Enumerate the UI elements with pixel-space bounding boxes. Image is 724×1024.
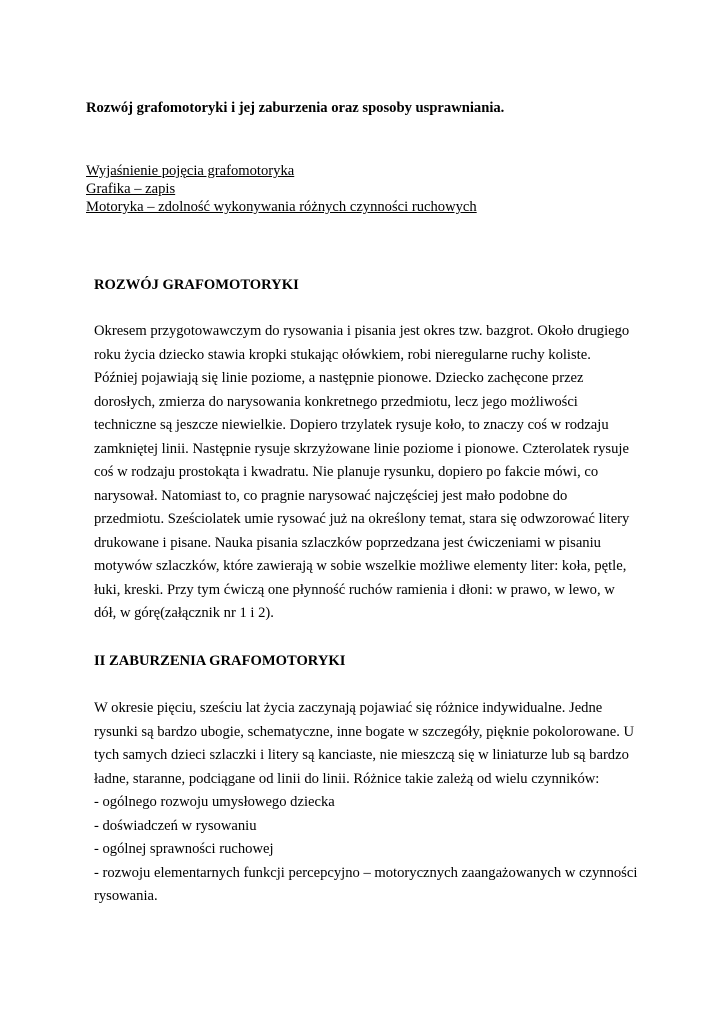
text-line: motywów szlaczków, które zawierają w sobie wszelkie możliwe elementy liter: koła, pętle,	[94, 558, 627, 574]
text-line: coś w rodzaju prostokąta i kwadratu. Nie planuje rysunku, dopiero po fakcie mówi, co	[94, 464, 599, 480]
section-heading-disorders: II ZABURZENIA GRAFOMOTORYKI	[94, 653, 346, 669]
text-line: łuki, kreski. Przy tym ćwiczą one płynność ruchów ramienia i dłoni: w prawo, w lewo, w	[94, 581, 615, 598]
text-line: dorosłych, zmierza do narysowania konkretnego przedmiotu, lecz jego możliwości	[94, 393, 578, 410]
text-line: drukowane i pisane. Nauka pisania szlaczków poprzedzana jest ćwiczeniami w pisaniu	[94, 534, 601, 551]
text-line: tych samych dzieci szlaczki i litery są kanciaste, nie mieszczą się w liniaturze lub są bardzo	[94, 747, 629, 763]
section-paragraph-development	[94, 320, 629, 626]
text-line: dół, w górę(załącznik nr 1 i 2).	[94, 605, 274, 621]
definitions-block	[86, 162, 477, 216]
list-item: - doświadczeń w rysowaniu	[94, 817, 257, 834]
text-line: Później pojawiają się linie poziome, a następnie pionowe. Dziecko zachęcone przez	[94, 370, 584, 386]
text-line: techniczne są jeszcze niewielkie. Dopiero trzylatek rysuje koło, to znaczy coś w rodzaju	[94, 417, 609, 433]
text-line: rysowania.	[94, 888, 158, 904]
section-paragraph-disorders	[94, 697, 637, 909]
text-line: ładne, staranne, podciągane od linii do linii. Różnice takie zależą od wielu czynników:	[94, 770, 600, 787]
definition-line: Grafika – zapis	[86, 181, 176, 197]
text-line: zamkniętej linii. Następnie rysuje skrzyżowane linie poziome i pionowe. Czterolatek rysuje	[94, 440, 629, 457]
text-line: narysował. Natomiast to, co pragnie narysować najczęściej jest mało podobne do	[94, 487, 568, 504]
definition-line: Motoryka – zdolność wykonywania różnych czynności ruchowych	[86, 199, 477, 215]
document-title: Rozwój grafomotoryki i jej zaburzenia oraz sposoby usprawniania.	[86, 100, 505, 116]
list-item: - ogólnego rozwoju umysłowego dziecka	[94, 794, 335, 810]
text-line: roku życia dziecko stawia kropki stukając ołówkiem, robi nieregularne ruchy koliste.	[94, 346, 591, 363]
text-line: rysunki są bardzo ubogie, schematyczne, inne bogate w szczegóły, pięknie pokolorowane. U	[94, 723, 635, 740]
text-line: Okresem przygotowawczym do rysowania i pisania jest okres tzw. bazgrot. Około drugiego	[94, 323, 630, 339]
text-line: W okresie pięciu, sześciu lat życia zaczynają pojawiać się różnice indywidualne. Jedne	[94, 700, 603, 716]
section-heading-development: ROZWÓJ GRAFOMOTORYKI	[94, 277, 299, 293]
list-item: - rozwoju elementarnych funkcji percepcyjno – motorycznych zaangażowanych w czynności	[94, 864, 638, 881]
list-item: - ogólnej sprawności ruchowej	[94, 841, 274, 857]
text-line: przedmiotu. Sześciolatek umie rysować już na określony temat, stara się odwzorować litery	[94, 511, 630, 527]
definition-line: Wyjaśnienie pojęcia grafomotoryka	[86, 163, 295, 179]
